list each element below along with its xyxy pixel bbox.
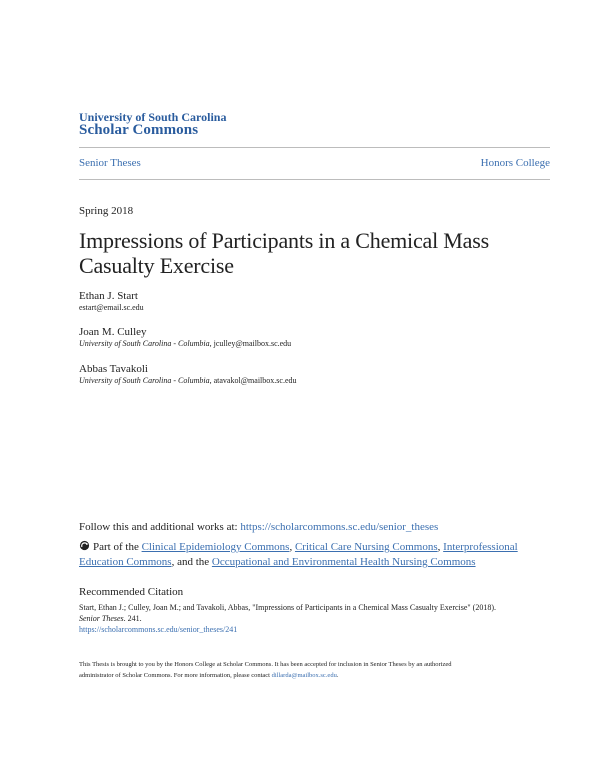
commons-link-interprofessional-education[interactable]: Interprofessional Education Commons	[79, 541, 518, 568]
part-of-line	[79, 540, 550, 570]
nav-honors-college-link[interactable]: Honors College	[480, 157, 550, 169]
author-block: Joan M. Culley University of South Carolina - Columbia, jculley@mailbox.sc.edu	[79, 326, 292, 348]
footer-end: .	[336, 672, 339, 679]
title-line-1: Impressions of Participants in a Chemical Mass	[79, 228, 489, 253]
author-affiliation: University of South Carolina - Columbia	[79, 339, 210, 348]
citation-heading: Recommended Citation	[79, 586, 184, 598]
author-name: Abbas Tavakoli	[79, 363, 148, 375]
page-title	[79, 228, 549, 278]
author-block: Abbas Tavakoli University of South Carolina - Columbia, atavakol@mailbox.sc.edu	[79, 363, 297, 385]
follow-text: Follow this and additional works at:	[79, 521, 241, 533]
citation-text: Start, Ethan J.; Culley, Joan M.; and Tavakoli, Abbas, "Impressions of Participants in a Chemical Mass Casualty Exercise" (2018).	[79, 603, 497, 612]
citation-url-link[interactable]: https://scholarcommons.sc.edu/senior_theses/241	[79, 625, 238, 634]
author-name: Joan M. Culley	[79, 326, 147, 338]
separator: ,	[437, 541, 444, 553]
author-name: Ethan J. Start	[79, 290, 138, 302]
separator: , and the	[171, 556, 212, 568]
contact-email-link[interactable]: dillarda@mailbox.sc.edu	[271, 672, 337, 679]
citation-series: Senior Theses	[79, 614, 124, 623]
footer-line-1: This Thesis is brought to you by the Honors College at Scholar Commons. It has been accepted for inclusion in Senior Theses by an authorized	[79, 661, 452, 668]
footer-line-2: administrator of Scholar Commons. For more information, please contact	[79, 672, 272, 679]
author-email: estart@email.sc.edu	[79, 303, 144, 312]
divider-top	[79, 147, 550, 148]
separator: ,	[289, 541, 295, 553]
citation-number: . 241.	[123, 614, 142, 623]
title-line-2: Casualty Exercise	[79, 253, 234, 278]
repository-name[interactable]: Scholar Commons	[79, 122, 199, 138]
citation-body	[79, 602, 550, 635]
author-affiliation: University of South Carolina - Columbia	[79, 376, 210, 385]
nav-bar	[79, 157, 550, 169]
part-of-prefix: Part of the	[93, 541, 142, 553]
author-email: jculley@mailbox.sc.edu	[213, 339, 292, 348]
network-commons-icon	[79, 540, 90, 551]
footer-notice	[79, 659, 550, 681]
author-email: atavakol@mailbox.sc.edu	[213, 376, 297, 385]
nav-senior-theses-link[interactable]: Senior Theses	[79, 157, 141, 169]
commons-link-critical-care-nursing[interactable]: Critical Care Nursing Commons	[294, 541, 438, 553]
divider-bottom	[79, 179, 550, 180]
commons-link-clinical-epidemiology[interactable]: Clinical Epidemiology Commons	[141, 541, 290, 553]
follow-line	[79, 521, 550, 533]
term: Spring 2018	[79, 205, 134, 217]
commons-link-occupational-health-nursing[interactable]: Occupational and Environmental Health Nursing Commons	[211, 556, 476, 568]
institution-name[interactable]: University of South Carolina	[79, 110, 227, 124]
author-block	[79, 290, 144, 312]
follow-url-link[interactable]: https://scholarcommons.sc.edu/senior_theses	[240, 521, 439, 533]
cover-page	[79, 0, 550, 776]
